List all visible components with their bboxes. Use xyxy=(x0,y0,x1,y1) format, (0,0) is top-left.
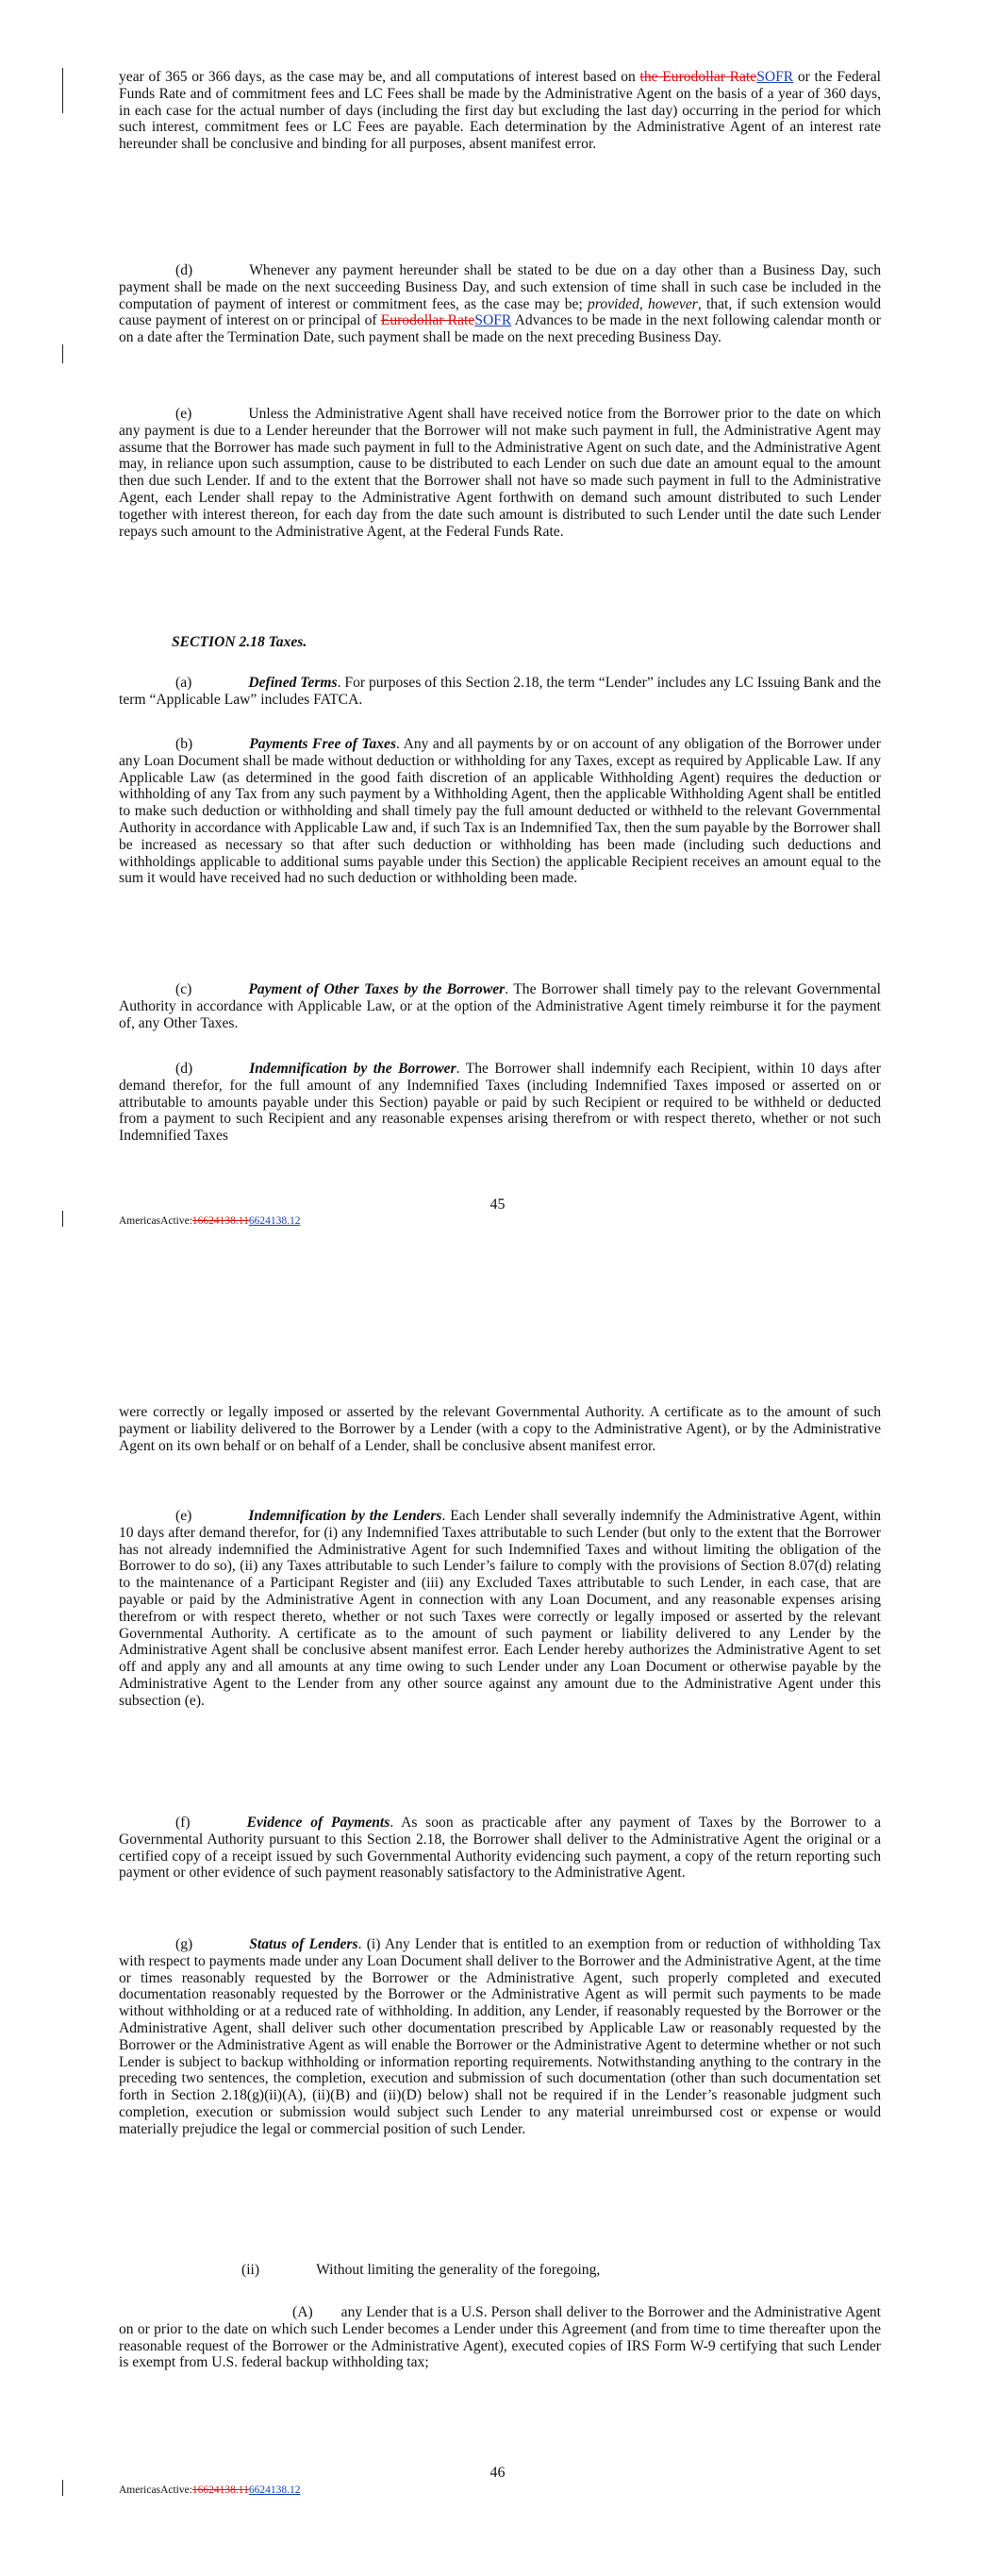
inserted-text: SOFR xyxy=(474,312,512,329)
deleted-text: the Eurodollar Rate xyxy=(639,69,757,85)
paragraph-f-evidence-of-payments: (f) Evidence of Payments. As soon as practicable after any payment of Taxes by the Borrower to a Governmental Authority pursuant to this Section 2.18, the Borrower shall deliver to the Administrative Agent the original or a certified copy of a receipt issued by such Governmental Authority evidencing such payment, a copy of the return reporting such payment or other evidence of such payment reasonably satisfactory to the Administrative Agent. xyxy=(119,1815,881,1882)
change-bar xyxy=(62,1211,63,1227)
inserted-text: 6624138.12 xyxy=(248,2484,301,2496)
paragraph-A-us-person: (A) any Lender that is a U.S. Person shall deliver to the Borrower and the Administrative Agent on or prior to the date on which such Lender becomes a Lender under this Agreement (and from time to time thereafter upon the reasonable request of the Borrower or the Administrative Agent), executed copies of IRS Form W-9 certifying that such Lender is exempt from U.S. federal backup withholding tax; xyxy=(119,2304,881,2371)
inserted-text: SOFR xyxy=(756,69,794,85)
paragraph-ii-without-limiting: (ii) Without limiting the generality of the foregoing, xyxy=(241,2262,601,2278)
paragraph-e-indemnification-lenders: (e) Indemnification by the Lenders. Each Lender shall severally indemnify the Administrative Agent, within 10 days after demand therefor, for (i) any Indemnified Taxes attributable to such Lender (but only to the extent that the Borrower has not already indemnified the Administrative Agent for such Indemnified Taxes and without limiting the obligation of the Borrower to do so), (ii) any Taxes attributable to such Lender’s failure to comply with the provisions of Section 8.07(d) relating to the maintenance of a Participant Register and (iii) any Excluded Taxes attributable to such Lender, in each case, that are payable or paid by the Administrative Agent in connection with any Loan Document, and any reasonable expenses arising therefrom or with respect thereto, whether or not such Taxes were correctly or legally imposed or asserted by the relevant Governmental Authority. A certificate as to the amount of such payment or liability delivered to any Lender by the Administrative Agent shall be conclusive absent manifest error. Each Lender hereby authorizes the Administrative Agent to set off and apply any and all amounts at any time owing to such Lender under any Loan Document or otherwise payable by the Administrative Agent to the Lender from any other source against any amount due to the Administrative Agent under this subsection (e). xyxy=(119,1508,881,1709)
paragraph-g-status-of-lenders: (g) Status of Lenders. (i) Any Lender that is entitled to an exemption from or reduction of withholding Tax with respect to payments made under any Loan Document shall deliver to the Borrower and the Administrative Agent, at the time or times reasonably requested by the Borrower or the Administrative Agent, such properly completed and executed documentation reasonably requested by the Borrower or the Administrative Agent as will permit such payments to be made without withholding or at a reduced rate of withholding. In addition, any Lender, if reasonably requested by the Borrower or the Administrative Agent, shall deliver such other documentation prescribed by Applicable Law or reasonably requested by the Borrower or the Administrative Agent as will enable the Borrower or the Administrative Agent to determine whether or not such Lender is subject to backup withholding or information reporting requirements. Notwithstanding anything to the contrary in the preceding two sentences, the completion, execution and submission of such documentation (other than such documentation set forth in Section 2.18(g)(ii)(A), (ii)(B) and (ii)(D) below) shall not be required if in the Lender’s reasonable judgment such completion, execution or submission would subject such Lender to any material unreimbursed cost or expense or would materially prejudice the legal or commercial position of such Lender. xyxy=(119,1936,881,2137)
paragraph-d-business-day: (d) Whenever any payment hereunder shall be stated to be due on a day other than a Business Day, such payment shall be made on the next succeeding Business Day, and such extension of time shall in such case be included in the computation of payment of interest or commitment fees, as the case may be; provided, however, that, if such extension would cause payment of interest on or principal of Eurodollar RateSOFR Advances to be made in the next following calendar month or on a date after the Termination Date, such payment shall be made on the next preceding Business Day. xyxy=(119,262,882,346)
paragraph-certificate-continuation: were correctly or legally imposed or asserted by the relevant Governmental Authority. A certificate as to the amount of such payment or liability delivered to the Borrower by a Lender (with a copy to the Administrative Agent), or by the Administrative Agent on its own behalf or on behalf of a Lender, shall be conclusive absent manifest error. xyxy=(119,1404,881,1454)
document-footer: AmericasActive:16624138.116624138.12 xyxy=(119,1215,301,1227)
change-bar xyxy=(62,2480,63,2496)
page-number: 45 xyxy=(489,1196,506,1213)
change-bar xyxy=(62,68,63,113)
paragraph-a-defined-terms: (a) Defined Terms. For purposes of this Section 2.18, the term “Lender” includes any LC Issuing Bank and the term “Applicable Law” includes FATCA. xyxy=(119,675,882,708)
paragraph-e-notice: (e) Unless the Administrative Agent shall have received notice from the Borrower prior to the date on which any payment is due to a Lender hereunder that the Borrower will not make such payment in full, the Administrative Agent may assume that the Borrower has made such payment in full to the Administrative Agent on such date, and the Administrative Agent may, in reliance upon such assumption, cause to be distributed to each Lender on such due date an amount equal to the amount then due such Lender. If and to the extent that the Borrower shall not have so made such payment in full to the Administrative Agent, each Lender shall repay to the Administrative Agent forthwith on demand such amount distributed to such Lender together with interest thereon, for each day from the date such amount is distributed to such Lender until the date such Lender repays such amount to the Administrative Agent, at the Federal Funds Rate. xyxy=(119,406,881,540)
section-heading: SECTION 2.18 Taxes. xyxy=(172,634,307,650)
document-page-46 xyxy=(0,1264,995,2576)
document-footer: AmericasActive:16624138.116624138.12 xyxy=(119,2484,301,2496)
paragraph-b-payments-free-of-taxes: (b) Payments Free of Taxes. Any and all payments by or on account of any obligation of the Borrower under any Loan Document shall be made without deduction or withholding for any Taxes, except as required by Applicable Law. If any Applicable Law (as determined in the good faith discretion of an applicable Withholding Agent) requires the deduction or withholding of any Tax from any such payment by a Withholding Agent, then the applicable Withholding Agent shall be entitled to make such deduction or withholding and shall timely pay the full amount deducted or withheld to the relevant Governmental Authority in accordance with Applicable Law and, if such Tax is an Indemnified Tax, then the sum payable by the Borrower shall be increased as necessary so that after such deduction or withholding has been made (including such deductions and withholdings applicable to additional sums payable under this Section) the applicable Recipient receives an amount equal to the sum it would have received had no such deduction or withholding been made. xyxy=(119,736,881,887)
paragraph-c-other-taxes: (c) Payment of Other Taxes by the Borrower. The Borrower shall timely pay to the relevant Governmental Authority in accordance with Applicable Law, or at the option of the Administrative Agent timely reimburse it for the payment of, any Other Taxes. xyxy=(119,981,882,1031)
document-page-45 xyxy=(0,0,995,1264)
inserted-text: 6624138.12 xyxy=(248,1215,301,1227)
deleted-text: 16624138.11 xyxy=(191,1215,249,1227)
page-number: 46 xyxy=(489,2465,506,2481)
change-bar xyxy=(62,344,63,363)
paragraph-interest-computation: year of 365 or 366 days, as the case may be, and all computations of interest based on the Eurodollar RateSOFR or the Federal Funds Rate and of commitment fees and LC Fees shall be made by the Administrative Agent on the basis of a year of 360 days, in each case for the actual number of days (including the first day but excluding the last day) occurring in the period for which such interest, commitment fees or LC Fees are payable. Each determination by the Administrative Agent of an interest rate hereunder shall be conclusive and binding for all purposes, absent manifest error. xyxy=(119,69,882,153)
deleted-text: Eurodollar Rate xyxy=(380,312,475,329)
deleted-text: 16624138.11 xyxy=(191,2484,249,2496)
paragraph-d-indemnification-borrower: (d) Indemnification by the Borrower. The Borrower shall indemnify each Recipient, within 10 days after demand therefor, for the full amount of any Indemnified Taxes (including Indemnified Taxes imposed or asserted on or attributable to amounts payable under this Section) payable or paid by such Recipient or required to be withheld or deducted from a payment to such Recipient and any reasonable expenses arising therefrom or with respect thereto, whether or not such Indemnified Taxes xyxy=(119,1061,881,1145)
